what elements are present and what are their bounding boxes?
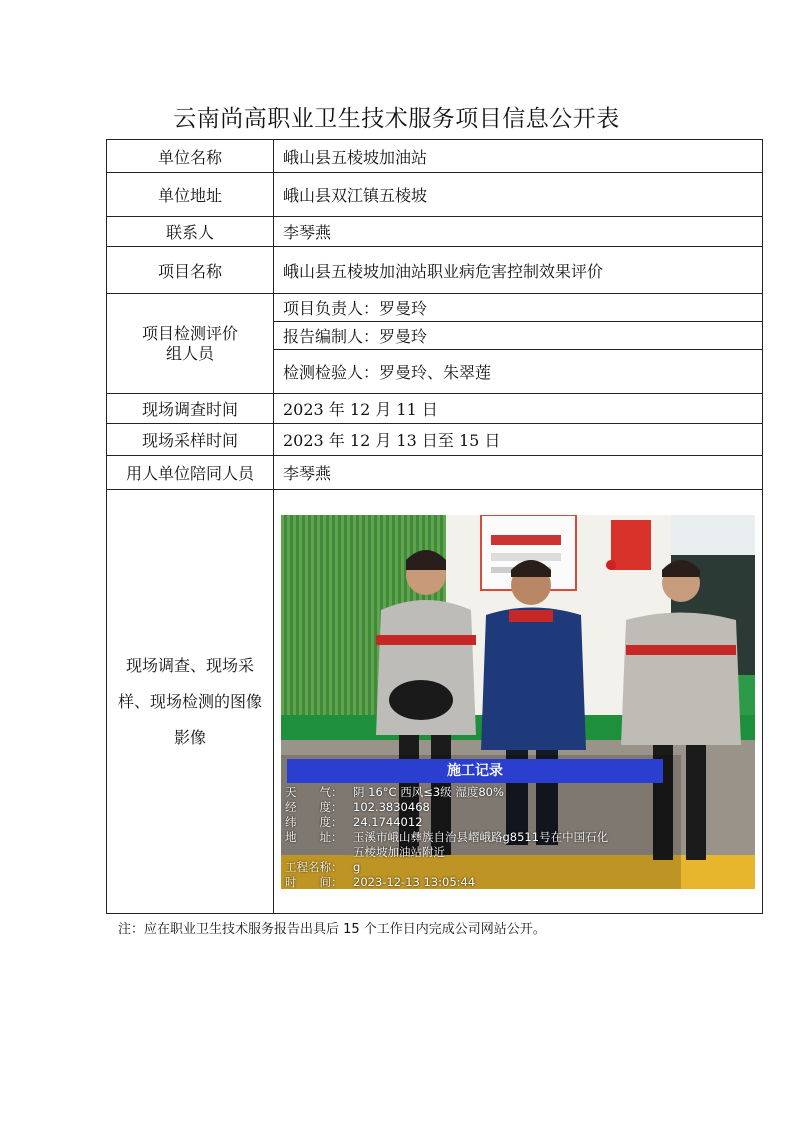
row-sampling-time xyxy=(107,424,763,456)
unit-name-value: 峨山县五棱坡加油站 xyxy=(274,140,763,173)
team-label-line2: 组人员 xyxy=(165,343,214,363)
survey-time-label: 现场调查时间 xyxy=(107,394,274,424)
row-contact xyxy=(107,217,763,247)
record-line-longitude: 经 度： 102.3830468 xyxy=(285,799,430,814)
team-editor: 报告编制人：罗曼玲 xyxy=(274,322,763,350)
team-label-line1: 项目检测评价 xyxy=(141,323,238,343)
site-photo xyxy=(281,515,755,889)
record-line-address: 地 址： 玉溪市峨山彝族自治县嶍峨路g8511号在中国石化 xyxy=(285,829,609,844)
photos-cell xyxy=(274,490,763,914)
record-header: 施工记录 xyxy=(287,759,663,783)
escort-value: 李琴燕 xyxy=(274,456,763,490)
record-line-latitude: 纬 度： 24.1744012 xyxy=(285,814,423,829)
survey-time-value: 2023 年 12 月 11 日 xyxy=(274,394,763,424)
contact-value: 李琴燕 xyxy=(274,217,763,247)
info-table xyxy=(106,139,763,914)
team-leader: 项目负责人：罗曼玲 xyxy=(274,294,763,322)
unit-name-label: 单位名称 xyxy=(107,140,274,173)
team-inspector: 检测检验人：罗曼玲、朱翠莲 xyxy=(274,350,763,394)
project-name-value: 峨山县五棱坡加油站职业病危害控制效果评价 xyxy=(274,247,763,294)
row-escort xyxy=(107,456,763,490)
row-survey-time xyxy=(107,394,763,424)
row-project-name xyxy=(107,247,763,294)
row-unit-name xyxy=(107,140,763,173)
row-unit-address xyxy=(107,173,763,217)
page-title: 云南尚高职业卫生技术服务项目信息公开表 xyxy=(173,106,620,132)
sampling-time-value: 2023 年 12 月 13 日至 15 日 xyxy=(274,424,763,456)
unit-address-label: 单位地址 xyxy=(107,173,274,217)
footnote: 注：应在职业卫生技术服务报告出具后 15 个工作日内完成公司网站公开。 xyxy=(118,922,546,937)
escort-label: 用人单位陪同人员 xyxy=(107,456,274,490)
record-line-address-cont: 五棱坡加油站附近 xyxy=(353,844,445,859)
contact-label: 联系人 xyxy=(107,217,274,247)
record-line-weather: 天 气： 阴 16°C 西风≤3级 湿度80% xyxy=(285,784,504,799)
row-photos xyxy=(107,490,763,914)
team-label xyxy=(107,294,274,394)
unit-address-value: 峨山县双江镇五棱坡 xyxy=(274,173,763,217)
row-team-leader xyxy=(107,294,763,322)
project-name-label: 项目名称 xyxy=(107,247,274,294)
record-lines xyxy=(285,785,608,889)
record-line-project: 工程名称： g xyxy=(285,859,361,874)
record-line-time: 时 间： 2023-12-13 13:05:44 xyxy=(285,874,476,889)
photos-label: 现场调查、现场采样、现场检测的图像影像 xyxy=(107,490,274,914)
sampling-time-label: 现场采样时间 xyxy=(107,424,274,456)
